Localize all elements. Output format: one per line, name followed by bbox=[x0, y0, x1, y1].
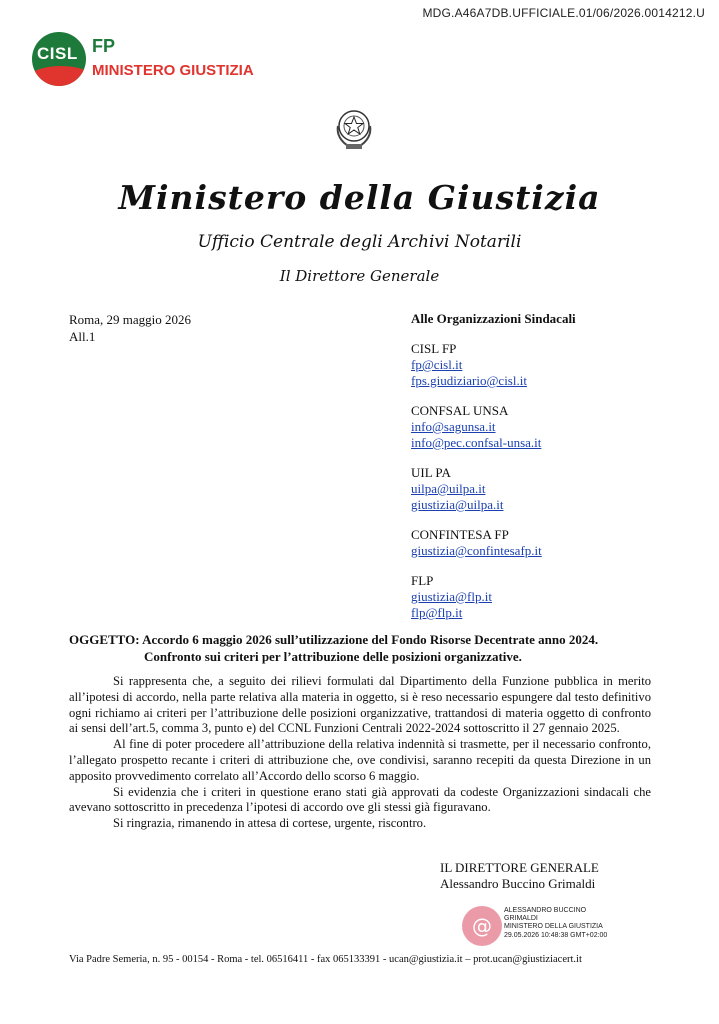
signature-block bbox=[440, 860, 599, 892]
ministry-title: Ministero della Giustizia bbox=[118, 178, 601, 217]
signature-name: Alessandro Buccino Grimaldi bbox=[440, 876, 596, 891]
email-link[interactable]: info@pec.confsal-unsa.it bbox=[411, 435, 542, 450]
recipient-org bbox=[411, 573, 576, 621]
subject-text-1: Accordo 6 maggio 2026 sull’utilizzazione del Fondo Risorse Decentrate anno 2024. bbox=[142, 632, 599, 647]
recipient-org bbox=[411, 403, 576, 451]
logo-cisl-text: CISL bbox=[37, 44, 78, 63]
org-name: CISL FP bbox=[411, 341, 457, 356]
logo-fp-text: FP bbox=[92, 36, 116, 56]
logo-ministero-text: MINISTERO GIUSTIZIA bbox=[92, 62, 254, 79]
subject-text-2: Confronto sui criteri per l’attribuzione delle posizioni organizzative. bbox=[144, 649, 522, 664]
letter-body bbox=[69, 674, 651, 832]
email-link[interactable]: uilpa@uilpa.it bbox=[411, 481, 486, 496]
subject-block bbox=[69, 631, 598, 665]
email-link[interactable]: info@sagunsa.it bbox=[411, 419, 496, 434]
org-name: FLP bbox=[411, 573, 434, 588]
cisl-logo bbox=[32, 32, 86, 86]
place-date: Roma, 29 maggio 2026 bbox=[69, 312, 192, 327]
email-link[interactable]: fps.giudiziario@cisl.it bbox=[411, 373, 527, 388]
email-link[interactable]: giustizia@confintesafp.it bbox=[411, 543, 542, 558]
place-date-block bbox=[69, 311, 191, 345]
republic-emblem-icon bbox=[332, 104, 376, 152]
org-name: CONFSAL UNSA bbox=[411, 403, 509, 418]
digital-seal-text bbox=[504, 907, 607, 940]
recipients-block bbox=[411, 311, 576, 635]
recipients-heading: Alle Organizzazioni Sindacali bbox=[411, 311, 576, 326]
body-paragraph: Si evidenzia che i criteri in questione erano stati già approvati da codeste Organizzazioni sindacali che avevano sottoscritto in precedenza l’ipotesi di accordo ove gli stessi già figuravano. bbox=[69, 784, 651, 815]
seal-line: ALESSANDRO BUCCINO bbox=[504, 907, 587, 914]
subject-line-1 bbox=[69, 631, 598, 648]
office-name: Ufficio Centrale degli Archivi Notarili bbox=[197, 232, 522, 252]
org-name: CONFINTESA FP bbox=[411, 527, 509, 542]
email-link[interactable]: giustizia@flp.it bbox=[411, 589, 492, 604]
body-paragraph: Si ringrazia, rimanendo in attesa di cortese, urgente, riscontro. bbox=[113, 816, 427, 831]
signature-title: IL DIRETTORE GENERALE bbox=[440, 860, 599, 875]
attachment-ref: All.1 bbox=[69, 329, 96, 344]
director-role: Il Direttore Generale bbox=[279, 267, 440, 285]
recipient-org bbox=[411, 465, 576, 513]
subject-label: OGGETTO: bbox=[69, 632, 140, 647]
page-footer: Via Padre Semeria, n. 95 - 00154 - Roma - tel. 06516411 - fax 065133391 - ucan@giustizia.it – prot.ucan@giustiziacert.it bbox=[69, 954, 582, 965]
protocol-number: MDG.A46A7DB.UFFICIALE.01/06/2026.0014212.U bbox=[422, 6, 705, 20]
email-link[interactable]: flp@flp.it bbox=[411, 605, 463, 620]
seal-line: 29.05.2026 10:48:38 GMT+02:00 bbox=[504, 931, 608, 939]
recipient-org bbox=[411, 341, 576, 389]
org-name: UIL PA bbox=[411, 465, 451, 480]
body-paragraph: Al fine di poter procedere all’attribuzione della relativa indennità si trasmette, per il necessario confronto, l’allegato prospetto recante i criteri di attribuzione che, ove condivisi, saranno recepiti da questa Direzione in un apposito provvedimento correlato all’Accordo dello scorso 6 maggio. bbox=[69, 737, 651, 783]
email-link[interactable]: giustizia@uilpa.it bbox=[411, 497, 504, 512]
seal-line: GRIMALDI bbox=[504, 915, 538, 923]
body-paragraph: Si rappresenta che, a seguito dei rilievi formulati dal Dipartimento della Funzione pubblica in merito all’ipotesi di accordo, nella parte relativa alla materia in oggetto, si è reso necessario espungere dal testo definitivo ogni richiamo ai criteri per l’attribuzione delle posizioni organizzative, trattandosi di materia oggetto di confronto ai sensi dell’art.5, comma 3, punto e) del CCNL Funzioni Centrali 2022-2024 sottoscritto il 27 gennaio 2025. bbox=[69, 674, 651, 736]
recipient-org bbox=[411, 527, 576, 559]
seal-line: MINISTERO DELLA GIUSTIZIA bbox=[504, 923, 603, 931]
email-link[interactable]: fp@cisl.it bbox=[411, 357, 463, 372]
digital-signature-seal-icon: @ bbox=[462, 906, 502, 946]
